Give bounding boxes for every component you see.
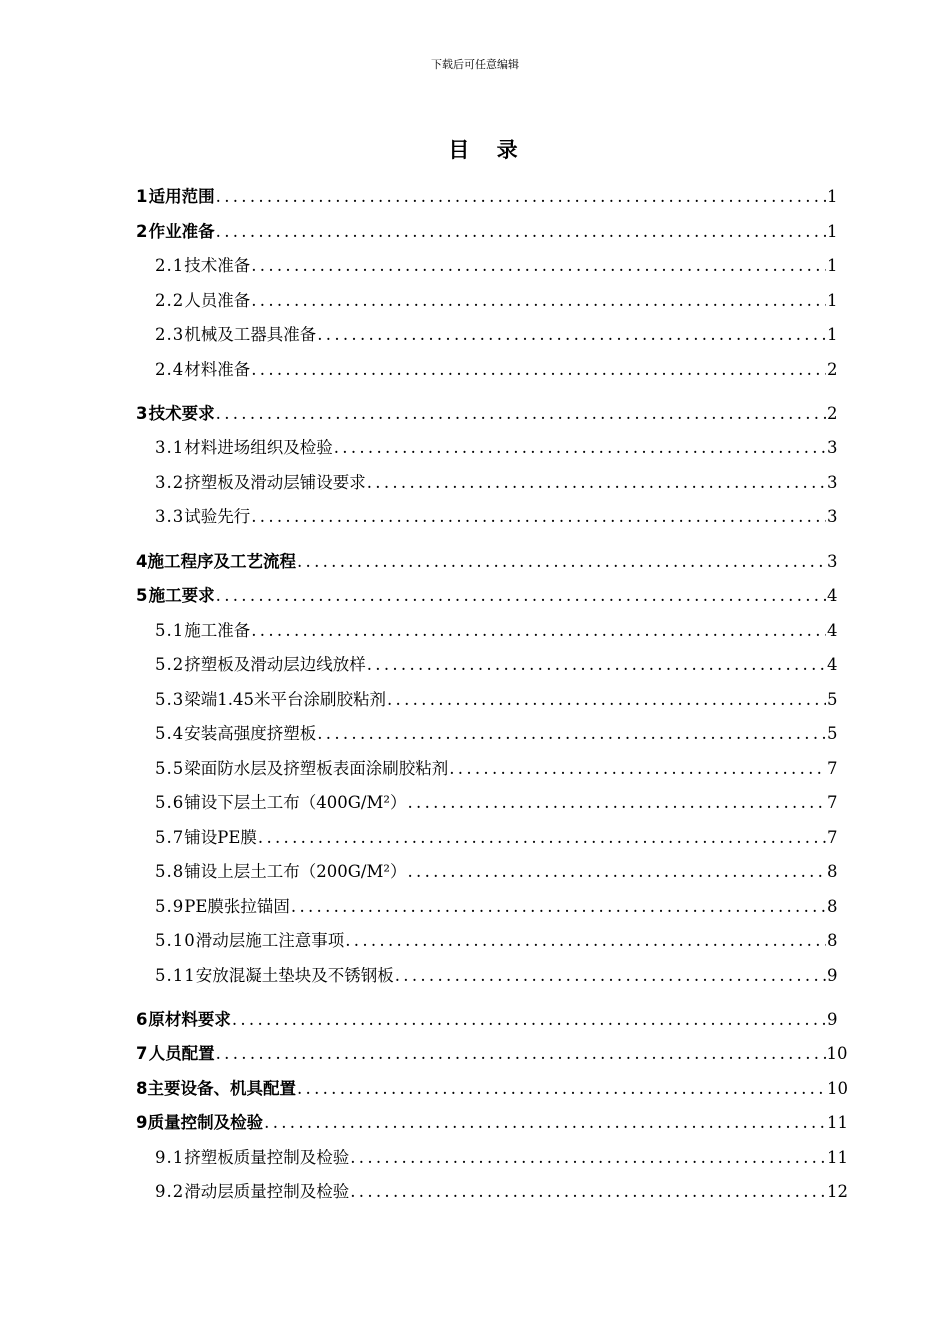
toc-entry[interactable]: [155, 926, 836, 952]
toc-entry-page: 5: [827, 724, 838, 743]
toc-entry-number: 5.6: [155, 793, 185, 812]
toc-entry-page: 10: [826, 1044, 848, 1063]
toc-entry-title: 铺设下层土工布（400G/M²）: [184, 793, 407, 812]
toc-entry-title: 原材料要求: [148, 1010, 231, 1029]
toc-entry-title: 安放混凝土垫块及不锈钢板: [195, 966, 394, 985]
toc-leader-dots: [408, 861, 827, 883]
toc-entry[interactable]: [155, 719, 836, 745]
toc-entry[interactable]: [155, 1177, 848, 1203]
toc-entry-number: 9: [136, 1113, 148, 1132]
toc-entry[interactable]: [155, 823, 836, 849]
toc-entry-title: 铺设上层土工布（200G/M²）: [184, 862, 407, 881]
toc-entry-page: 9: [827, 966, 838, 985]
toc-leader-dots: [449, 758, 826, 780]
toc-leader-dots: [297, 551, 826, 573]
toc-leader-dots: [216, 1043, 826, 1065]
toc-entry-title: 技术要求: [148, 404, 215, 423]
toc-entry[interactable]: [136, 1005, 836, 1031]
toc-entry[interactable]: [155, 616, 836, 642]
toc-entry[interactable]: [136, 1108, 848, 1134]
toc-entry-title: 挤塑板质量控制及检验: [184, 1148, 350, 1167]
toc-entry-title: 人员准备: [184, 291, 251, 310]
toc-entry-title: 质量控制及检验: [147, 1113, 264, 1132]
toc-entry-title: 主要设备、机具配置: [147, 1079, 296, 1098]
toc-entry-title: 梁面防水层及挤塑板表面涂刷胶粘剂: [184, 759, 449, 778]
toc-entry-page: 7: [827, 828, 838, 847]
toc-entry-number: 2.1: [155, 256, 185, 275]
toc-entry-number: 5.10: [155, 931, 196, 950]
toc-entry-number: 5.11: [155, 966, 196, 985]
toc-entry-title: 人员配置: [148, 1044, 215, 1063]
toc-leader-dots: [264, 1112, 826, 1134]
toc-entry-page: 2: [827, 360, 838, 379]
toc-entry-page: 4: [827, 586, 838, 605]
toc-entry[interactable]: [136, 399, 836, 425]
toc-leader-dots: [258, 827, 826, 849]
toc-entry-page: 8: [827, 931, 838, 950]
toc-entry-number: 5.4: [155, 724, 185, 743]
toc-entry-title: 机械及工器具准备: [184, 325, 317, 344]
toc-entry-page: 12: [827, 1182, 848, 1201]
toc-leader-dots: [216, 403, 826, 425]
toc-entry[interactable]: [155, 502, 836, 528]
toc-entry[interactable]: [136, 581, 836, 607]
toc-entry-title: 铺设PE膜: [184, 828, 257, 847]
toc-entry[interactable]: [155, 685, 836, 711]
toc-leader-dots: [251, 255, 826, 277]
toc-entry-number: 5.9: [155, 897, 185, 916]
toc-entry-title: 材料准备: [184, 360, 251, 379]
toc-entry-title: 试验先行: [184, 507, 251, 526]
toc-entry-number: 3.2: [155, 473, 185, 492]
toc-entry[interactable]: [155, 1143, 848, 1169]
toc-entry-page: 9: [827, 1010, 838, 1029]
toc-entry[interactable]: [155, 355, 836, 381]
toc-leader-dots: [232, 1009, 826, 1031]
toc-entry-page: 5: [827, 690, 838, 709]
toc-leader-dots: [251, 359, 826, 381]
toc-entry-number: 2.4: [155, 360, 185, 379]
toc-entry-number: 3.3: [155, 507, 185, 526]
toc-entry-page: 7: [827, 793, 838, 812]
toc-entry[interactable]: [155, 788, 836, 814]
toc-entry-title: 梁端1.45米平台涂刷胶粘剂: [184, 690, 386, 709]
toc-entry-page: 3: [827, 507, 838, 526]
toc-entry-page: 1: [827, 256, 838, 275]
toc-entry-title: 材料进场组织及检验: [184, 438, 333, 457]
toc-entry-page: 10: [827, 1079, 848, 1098]
toc-entry-page: 3: [827, 473, 838, 492]
toc-entry-title: 安装高强度挤塑板: [184, 724, 317, 743]
toc-entry-page: 1: [827, 291, 838, 310]
toc-entry-number: 5.3: [155, 690, 185, 709]
toc-entry[interactable]: [155, 286, 836, 312]
toc-entry-title: 适用范围: [148, 187, 215, 206]
toc-entry[interactable]: [136, 182, 836, 208]
toc-leader-dots: [216, 186, 826, 208]
toc-entry-number: 5.5: [155, 759, 185, 778]
toc-leader-dots: [395, 965, 826, 987]
toc-entry-number: 2.3: [155, 325, 185, 344]
toc-entry-page: 4: [827, 655, 838, 674]
toc-leader-dots: [350, 1147, 826, 1169]
toc-leader-dots: [367, 472, 826, 494]
toc-entry-title: 挤塑板及滑动层边线放样: [184, 655, 366, 674]
toc-entry-number: 5.2: [155, 655, 185, 674]
toc-entry-title: 施工程序及工艺流程: [147, 552, 296, 571]
toc-entry[interactable]: [155, 857, 836, 883]
toc-entry-number: 2.2: [155, 291, 185, 310]
toc-entry[interactable]: [136, 1039, 848, 1065]
toc-entry[interactable]: [155, 468, 836, 494]
toc-entry-page: 7: [827, 759, 838, 778]
toc-entry-page: 2: [827, 404, 838, 423]
toc-leader-dots: [317, 324, 826, 346]
toc-entry-title: PE膜张拉锚固: [184, 897, 290, 916]
toc-entry[interactable]: [155, 650, 836, 676]
toc-entry-number: 5.1: [155, 621, 185, 640]
toc-entry-page: 8: [827, 862, 838, 881]
toc-leader-dots: [387, 689, 826, 711]
toc-entry-title: 作业准备: [148, 222, 215, 241]
toc-leader-dots: [367, 654, 826, 676]
toc-entry-page: 4: [827, 621, 838, 640]
toc-leader-dots: [408, 792, 827, 814]
toc-entry-number: 1: [136, 187, 148, 206]
toc-entry[interactable]: [136, 547, 836, 573]
toc-leader-dots: [251, 506, 826, 528]
toc-entry[interactable]: [155, 320, 836, 346]
toc-leader-dots: [291, 896, 826, 918]
toc-entry-page: 1: [827, 187, 838, 206]
toc-entry[interactable]: [155, 433, 836, 459]
toc-entry[interactable]: [136, 217, 836, 243]
toc-entry-page: 11: [827, 1148, 848, 1167]
toc-leader-dots: [350, 1181, 826, 1203]
toc-leader-dots: [345, 930, 826, 952]
toc-leader-dots: [251, 620, 826, 642]
toc-entry-number: 6: [136, 1010, 148, 1029]
toc-entry-page: 3: [827, 438, 838, 457]
toc-entry-title: 技术准备: [184, 256, 251, 275]
toc-entry-title: 挤塑板及滑动层铺设要求: [184, 473, 366, 492]
toc-entry[interactable]: [155, 892, 836, 918]
toc-entry-number: 3.1: [155, 438, 185, 457]
toc-entry[interactable]: [155, 251, 836, 277]
toc-leader-dots: [297, 1078, 826, 1100]
toc-entry[interactable]: [155, 961, 836, 987]
toc-leader-dots: [317, 723, 826, 745]
toc-title: 目 录: [448, 138, 528, 162]
toc-entry-page: 11: [827, 1113, 848, 1132]
toc-entry[interactable]: [136, 1074, 848, 1100]
toc-entry[interactable]: [155, 754, 836, 780]
toc-leader-dots: [251, 290, 826, 312]
page-header-note: 下载后可任意编辑: [431, 58, 519, 71]
toc-leader-dots: [216, 221, 826, 243]
toc-entry-number: 7: [136, 1044, 148, 1063]
toc-entry-number: 2: [136, 222, 148, 241]
toc-entry-page: 1: [827, 325, 838, 344]
toc-entry-number: 8: [136, 1079, 148, 1098]
toc-entry-number: 9.2: [155, 1182, 185, 1201]
toc-leader-dots: [334, 437, 826, 459]
toc-entry-number: 5.7: [155, 828, 185, 847]
toc-entry-number: 5: [136, 586, 148, 605]
toc-entry-number: 9.1: [155, 1148, 185, 1167]
toc-entry-title: 滑动层质量控制及检验: [184, 1182, 350, 1201]
toc-entry-number: 5.8: [155, 862, 185, 881]
toc-leader-dots: [216, 585, 826, 607]
toc-entry-number: 3: [136, 404, 148, 423]
toc-entry-number: 4: [136, 552, 148, 571]
toc-entry-title: 滑动层施工注意事项: [195, 931, 345, 950]
toc-entry-title: 施工准备: [184, 621, 251, 640]
toc-entry-page: 1: [827, 222, 838, 241]
toc-entry-page: 8: [827, 897, 838, 916]
toc-entry-title: 施工要求: [148, 586, 215, 605]
toc-entry-page: 3: [827, 552, 838, 571]
